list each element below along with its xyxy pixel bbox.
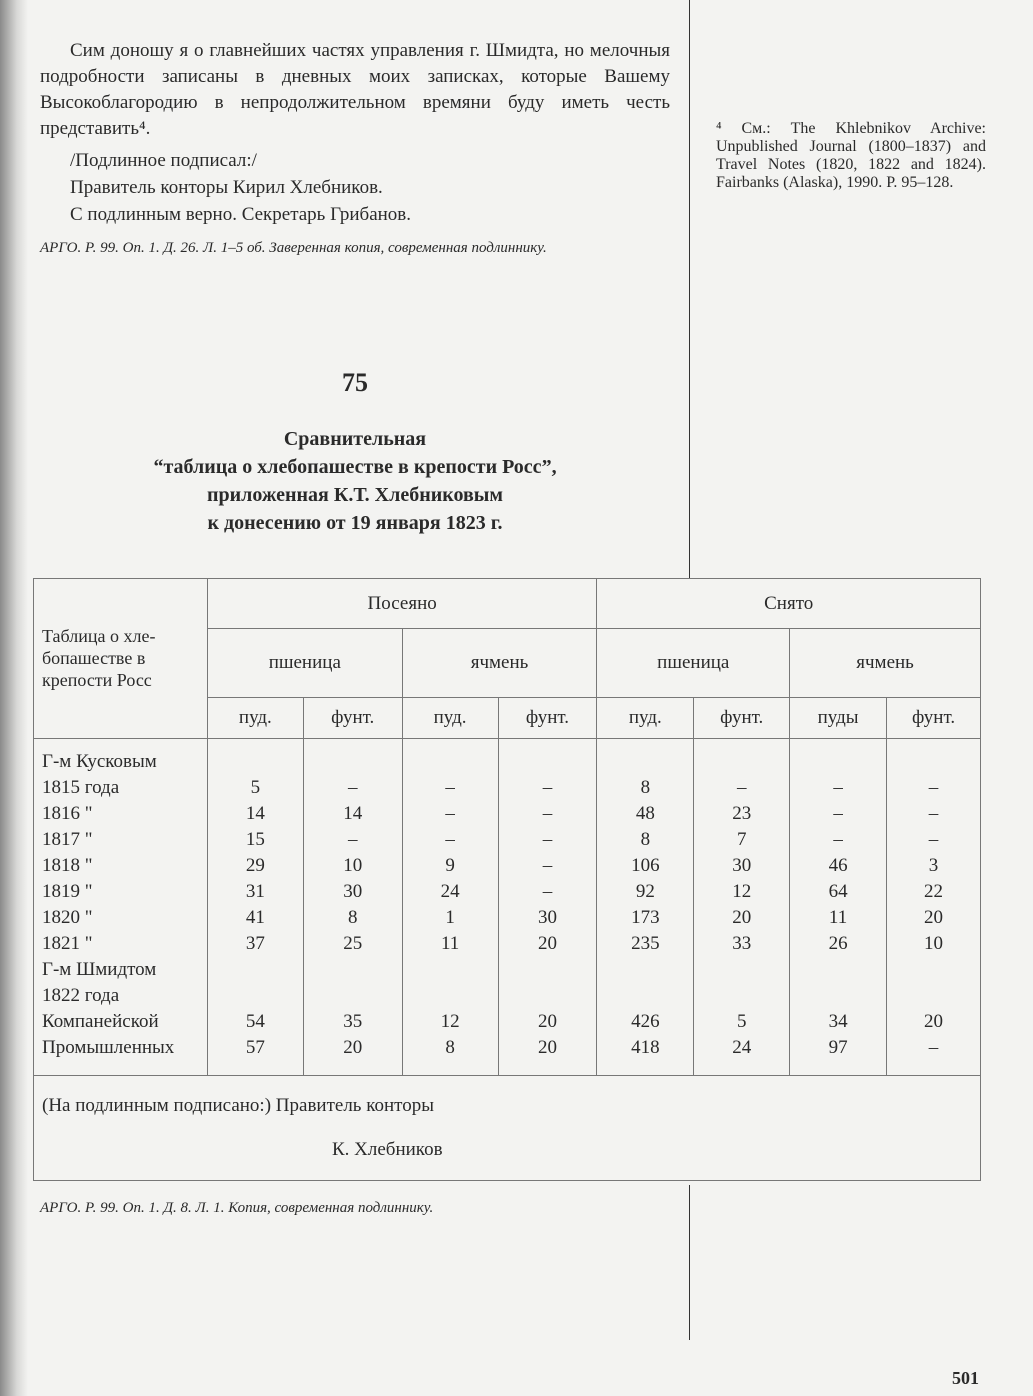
row-label: 1816 " (34, 801, 208, 827)
table-cell: 92 (597, 879, 694, 905)
table-cell: – (790, 801, 887, 827)
table-cell: 24 (402, 879, 498, 905)
table-cell: 3 (887, 853, 981, 879)
table-cell: 20 (498, 931, 597, 957)
crop-header: пшеница (597, 629, 790, 698)
table-cell: 22 (887, 879, 981, 905)
table-cell: – (887, 775, 981, 801)
table-cell: 426 (597, 1009, 694, 1035)
table-cell: 10 (303, 853, 402, 879)
signer-line: Правитель конторы Кирил Хлебников. (70, 177, 383, 198)
table-cell: – (790, 775, 887, 801)
crop-header: пшеница (207, 629, 402, 698)
row-label: 1817 " (34, 827, 208, 853)
table-row (34, 957, 981, 983)
table-cell (207, 957, 303, 983)
table-cell: 20 (303, 1035, 402, 1076)
table-cell: – (303, 775, 402, 801)
table-footer (34, 1076, 981, 1181)
column-divider (689, 1185, 690, 1340)
table-cell (498, 739, 597, 776)
title-line: Сравнительная (283, 428, 427, 450)
row-label: Г-м Шмидтом (34, 957, 208, 983)
table-cell: 24 (694, 1035, 790, 1076)
table-cell: 64 (790, 879, 887, 905)
group-header: Посеяно (207, 579, 596, 629)
row-label: 1821 " (34, 931, 208, 957)
table-cell: 5 (207, 775, 303, 801)
table-cell: 20 (498, 1009, 597, 1035)
row-label: Г-м Кусковым (34, 739, 208, 776)
table-cell (597, 957, 694, 983)
title-line: к донесению от 19 января 1823 г. (207, 512, 503, 534)
table-cell (887, 957, 981, 983)
unit-header: пуд. (207, 698, 303, 739)
table-cell: – (887, 1035, 981, 1076)
table-cell: 15 (207, 827, 303, 853)
table-cell: 106 (597, 853, 694, 879)
table-cell: – (402, 827, 498, 853)
table-cell (790, 739, 887, 776)
table-cell: 5 (694, 1009, 790, 1035)
title-line: приложенная К.Т. Хлебниковым (206, 484, 504, 506)
table-cell: – (498, 853, 597, 879)
signed-note: /Подлинное подписал:/ (70, 150, 257, 171)
verified-line: С подлинным верно. Секретарь Грибанов. (70, 204, 412, 225)
table-row (34, 905, 981, 931)
table-row (34, 1035, 981, 1076)
table-cell: 173 (597, 905, 694, 931)
page-number: 501 (952, 1368, 979, 1388)
row-label: 1819 " (34, 879, 208, 905)
table-cell (790, 957, 887, 983)
table-cell: – (887, 801, 981, 827)
table-cell (887, 983, 981, 1009)
table-cell: – (498, 827, 597, 853)
row-label: 1820 " (34, 905, 208, 931)
table-cell: 8 (402, 1035, 498, 1076)
table-row (34, 983, 981, 1009)
table-cell: 30 (303, 879, 402, 905)
table-cell: 29 (207, 853, 303, 879)
table-cell: 34 (790, 1009, 887, 1035)
table-cell: 97 (790, 1035, 887, 1076)
table-cell: 33 (694, 931, 790, 957)
table-cell: 10 (887, 931, 981, 957)
footer-signature-note: (На подлинным подписано:) Правитель конторы (42, 1095, 434, 1116)
table-row (34, 853, 981, 879)
table-cell: 418 (597, 1035, 694, 1076)
table-cell: – (498, 775, 597, 801)
table-cell: 11 (790, 905, 887, 931)
table-cell: 14 (207, 801, 303, 827)
table-cell (694, 957, 790, 983)
unit-header: пуды (790, 698, 887, 739)
row-label: 1822 года (34, 983, 208, 1009)
table-cell: 9 (402, 853, 498, 879)
table-cell: 14 (303, 801, 402, 827)
table-row (34, 931, 981, 957)
table-cell (303, 739, 402, 776)
archive-source: АРГО. Р. 99. Оп. 1. Д. 26. Л. 1–5 об. Заверенная копия, современная подлиннику. (40, 240, 547, 256)
table-row (34, 827, 981, 853)
table-row (34, 1009, 981, 1035)
table-cell: 35 (303, 1009, 402, 1035)
table-cell: 30 (498, 905, 597, 931)
crop-header: ячмень (402, 629, 597, 698)
table-cell (597, 739, 694, 776)
table-cell: 7 (694, 827, 790, 853)
table-cell (402, 957, 498, 983)
table-cell: 20 (694, 905, 790, 931)
table-cell: 235 (597, 931, 694, 957)
table-cell: – (303, 827, 402, 853)
table-cell: 57 (207, 1035, 303, 1076)
table-cell (694, 983, 790, 1009)
table-cell: 26 (790, 931, 887, 957)
crop-header: ячмень (790, 629, 981, 698)
table-cell: 8 (597, 827, 694, 853)
table-row (34, 801, 981, 827)
table-cell: 25 (303, 931, 402, 957)
table-cell (402, 739, 498, 776)
table-cell: 8 (303, 905, 402, 931)
table-cell: 8 (597, 775, 694, 801)
table-cell (303, 957, 402, 983)
grain-table (33, 578, 981, 1181)
table-cell: – (887, 827, 981, 853)
table-cell (207, 739, 303, 776)
table-cell (402, 983, 498, 1009)
table-cell: – (694, 775, 790, 801)
table-cell: 12 (694, 879, 790, 905)
row-label: Компанейской (34, 1009, 208, 1035)
table-cell: 1 (402, 905, 498, 931)
table-cell: – (790, 827, 887, 853)
table-cell (498, 983, 597, 1009)
table-cell: – (402, 775, 498, 801)
table-cell: 48 (597, 801, 694, 827)
title-line: “таблица о хлебопашестве в крепости Росс”, (153, 456, 557, 478)
table-cell: 20 (887, 905, 981, 931)
table-cell: 12 (402, 1009, 498, 1035)
table-cell (694, 739, 790, 776)
unit-header: фунт. (694, 698, 790, 739)
footnote: ⁴ См.: The Khlebnikov Archive: Unpublished Journal (1800–1837) and Travel Notes (1820, 1822 and 1824). Fairbanks (Alaska), 1990. P. 95–128. (716, 120, 986, 191)
table-cell (597, 983, 694, 1009)
table-cell: 23 (694, 801, 790, 827)
table-cell: 20 (887, 1009, 981, 1035)
document-title (40, 425, 670, 537)
table-cell: 31 (207, 879, 303, 905)
row-label: 1818 " (34, 853, 208, 879)
table-cell: 30 (694, 853, 790, 879)
table-cell: – (498, 801, 597, 827)
column-divider (689, 0, 690, 578)
table-cell: 46 (790, 853, 887, 879)
row-label: Промышленных (34, 1035, 208, 1076)
unit-header: фунт. (498, 698, 597, 739)
unit-header: фунт. (887, 698, 981, 739)
unit-header: пуд. (597, 698, 694, 739)
group-header: Снято (597, 579, 981, 629)
table-cell: 41 (207, 905, 303, 931)
page-binding-shadow (0, 0, 28, 1396)
table-cell: 20 (498, 1035, 597, 1076)
table-cell: 11 (402, 931, 498, 957)
table-cell (303, 983, 402, 1009)
unit-header: фунт. (303, 698, 402, 739)
table-cell: – (402, 801, 498, 827)
table-cell: 54 (207, 1009, 303, 1035)
table-cell: – (498, 879, 597, 905)
table-cell: 37 (207, 931, 303, 957)
footer-signer: К. Хлебников (332, 1139, 443, 1160)
table-cell (498, 957, 597, 983)
unit-header: пуд. (402, 698, 498, 739)
row-label: 1815 года (34, 775, 208, 801)
body-paragraph: Сим доношу я о главнейших частях управления г. Шмидта, но мелочныя подробности записаны в дневных моих записках, которые Вашему Высокоблагородию в непродолжительном времяни буду иметь честь представить⁴. (40, 40, 670, 139)
table-row (34, 775, 981, 801)
table-row (34, 879, 981, 905)
table-corner-header: Таблица о хле-бопашестве в крепости Росс (34, 579, 208, 739)
table-row (34, 739, 981, 776)
table-cell (207, 983, 303, 1009)
bottom-archive-source: АРГО. Р. 99. Оп. 1. Д. 8. Л. 1. Копия, современная подлиннику. (40, 1200, 434, 1216)
table-cell (790, 983, 887, 1009)
table-cell (887, 739, 981, 776)
document-number: 75 (342, 368, 368, 397)
